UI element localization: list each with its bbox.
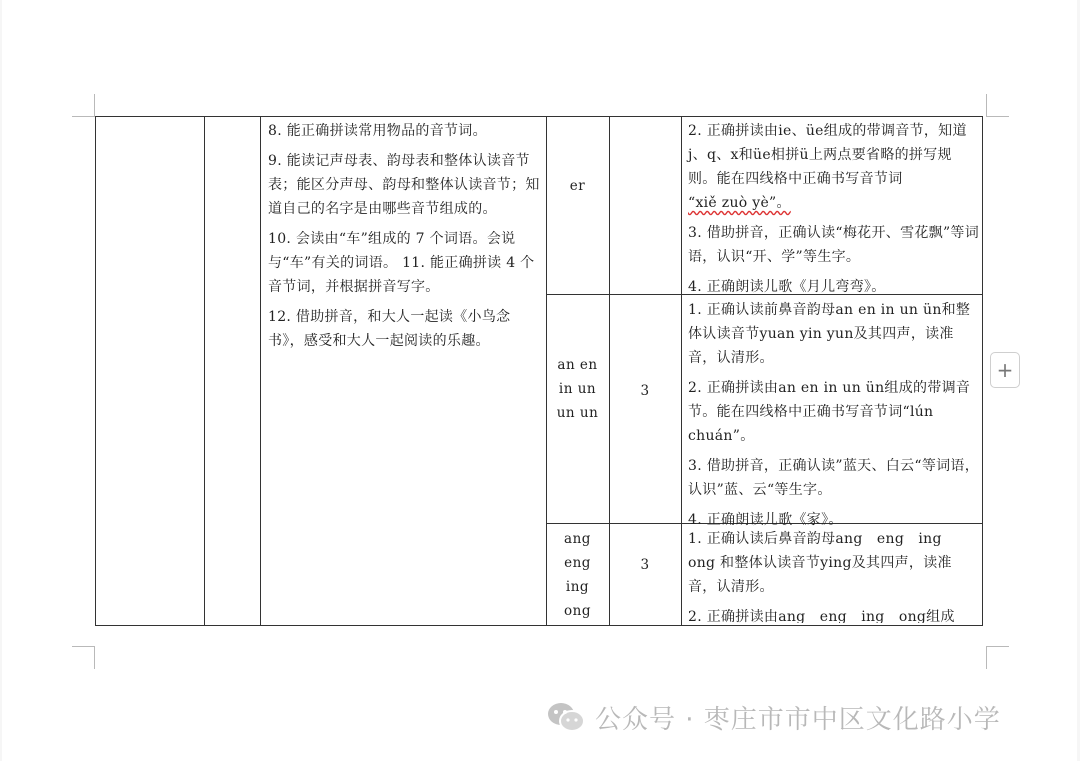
goals-cell bbox=[688, 298, 980, 538]
syllable-text: in un bbox=[558, 381, 597, 397]
column-divider bbox=[260, 117, 261, 625]
goals-cell bbox=[688, 119, 980, 305]
column-divider bbox=[204, 117, 205, 625]
watermark-text: 公众号 · 枣庄市市中区文化路小学 bbox=[595, 704, 1001, 735]
goal-paragraph: 3. 借助拼音，正确认读“梅花开、雪花飘”等词语，认识“开、学”等生字。 bbox=[688, 225, 980, 265]
goal-paragraph: 1. 正确认读后鼻音韵母ang eng ing ong 和整体认读音节ying及其四声，读准音，认清形。 bbox=[688, 531, 957, 595]
crop-mark-top-left bbox=[72, 94, 95, 117]
objective-paragraph: 8. 能正确拼读常用物品的音节词。 bbox=[268, 123, 487, 139]
syllable-text: eng bbox=[564, 555, 591, 571]
column-divider bbox=[609, 117, 610, 625]
goal-paragraph: 2. 正确拼读由an en in un ün组成的带调音节。能在四线格中正确书写音节词“lún chuán”。 bbox=[688, 380, 971, 444]
objective-paragraph: 9. 能读记声母表、韵母表和整体认读音节表；能区分声母、韵母和整体认读音节；知道自己的名字是由哪些音节组成的。 bbox=[268, 153, 540, 217]
syllable-text: er bbox=[569, 178, 586, 194]
hours-text: 3 bbox=[640, 383, 650, 399]
goals-cell bbox=[688, 527, 980, 623]
column-divider bbox=[681, 117, 682, 625]
hours-text: 3 bbox=[640, 557, 650, 573]
goal-paragraph: 4. 正确朗读儿歌《家》。 bbox=[688, 512, 843, 528]
objective-paragraph: 10. 会读由“车”组成的 7 个词语。会说与“车”有关的词语。 11. 能正确拼读 4 个音节词，并根据拼音写字。 bbox=[268, 231, 535, 295]
goal-paragraph: 4. 正确朗读儿歌《月儿弯弯》。 bbox=[688, 279, 886, 295]
plus-icon: + bbox=[996, 358, 1014, 382]
add-button[interactable] bbox=[990, 352, 1020, 388]
goal-paragraph: 3. 借助拼音，正确认读”蓝天、白云“等词语，认识”蓝、云“等生字。 bbox=[688, 458, 980, 498]
crop-mark-bottom-right bbox=[986, 646, 1009, 669]
crop-mark-top-right bbox=[986, 94, 1009, 117]
syllable-text: ong bbox=[564, 603, 591, 619]
goal-paragraph: 2. 正确拼读由ie、üe组成的带调音节，知道j、q、x和üe相拼ü上两点要省略的拼写规则。能在四线格中正确书写音节词 bbox=[688, 123, 967, 187]
curriculum-table bbox=[95, 116, 983, 626]
hours-cell bbox=[609, 553, 681, 577]
wechat-icon bbox=[545, 700, 587, 734]
crop-mark-bottom-left bbox=[72, 646, 95, 669]
goal-paragraph: “xiě zuò yè”。 bbox=[688, 195, 791, 211]
objective-paragraph: 12. 借助拼音，和大人一起读《小鸟念书》，感受和大人一起阅读的乐趣。 bbox=[268, 309, 511, 349]
syllable-text: ang bbox=[564, 531, 591, 547]
hours-cell bbox=[609, 379, 681, 403]
goal-paragraph: 2. 正确拼读由ang eng ing ong组成 bbox=[688, 609, 955, 623]
syllable-cell bbox=[546, 353, 609, 425]
syllable-text: un un bbox=[556, 405, 599, 421]
syllable-cell bbox=[546, 527, 609, 623]
syllable-cell bbox=[546, 174, 609, 198]
objectives-cell bbox=[268, 119, 540, 359]
syllable-text: an en bbox=[557, 357, 598, 373]
goal-paragraph: 1. 正确认读前鼻音韵母an en in un ün和整体认读音节yuan yin yun及其四声，读准音，认清形。 bbox=[688, 302, 971, 366]
watermark bbox=[545, 698, 1001, 736]
syllable-text: ing bbox=[565, 579, 590, 595]
